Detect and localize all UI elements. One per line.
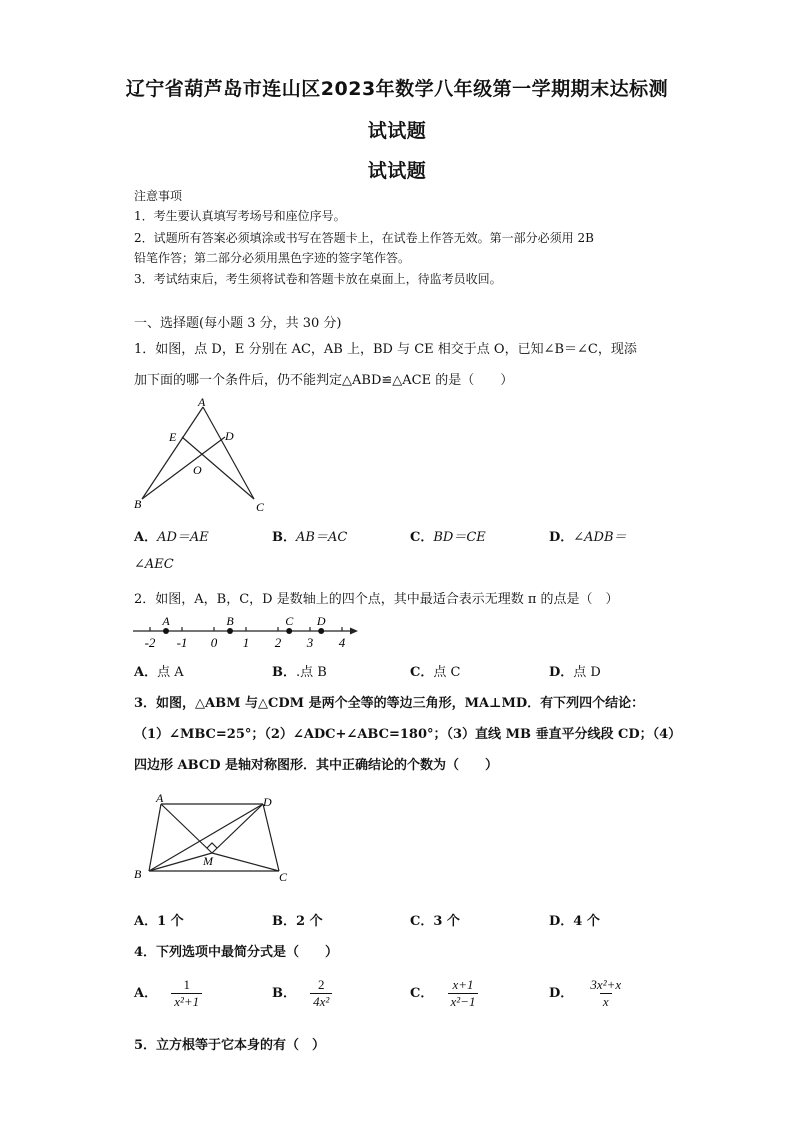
label-d: D [225, 429, 234, 443]
notes-item: 1．考生要认真填写考场号和座位序号。 [134, 209, 346, 223]
q3-option-a[interactable]: A．1 个 [134, 914, 184, 929]
label-c: C [279, 870, 288, 884]
q1-option-c[interactable]: C．BD＝CE [410, 530, 486, 545]
label-c: C [256, 500, 265, 514]
label-b: B [134, 867, 142, 881]
segment-ab [149, 804, 161, 871]
segment-ab [142, 407, 203, 499]
q4-option-d[interactable]: D． $\frac{\text{3x²+x}}{x}$ [549, 977, 622, 1009]
q2-option-c[interactable]: C．点 C [410, 665, 461, 680]
label-e: E [169, 430, 177, 444]
label-b: B [134, 497, 142, 511]
question-5: 5．立方根等于它本身的有（ ） [134, 1038, 326, 1053]
question-3-line2: （1）∠MBC=25°；（2）∠ADC+∠ABC=180°；（3）直线 MB 垂直平分线段 CD；（4） [134, 727, 682, 742]
segment-bd [142, 437, 225, 499]
segment-am [161, 804, 212, 853]
segment-dc [263, 804, 279, 871]
axis-tick-label: 2 [274, 635, 282, 650]
q1-option-a[interactable]: A．AD＝AE [134, 530, 209, 545]
axis-point-label: D [316, 614, 326, 628]
axis-tick-label: 0 [210, 635, 218, 650]
axis-point-label: C [285, 614, 294, 628]
question-2: 2．如图，A，B，C，D 是数轴上的四个点，其中最适合表示无理数 π 的点是（ ） [134, 592, 619, 607]
notes-heading: 注意事项 [134, 189, 183, 203]
question-3-figure [130, 790, 295, 885]
q1-option-d[interactable]: D．∠ADB＝ [549, 530, 627, 545]
label-a: A [156, 791, 164, 805]
segment-ac [203, 407, 254, 499]
axis-point [163, 628, 169, 634]
q3-option-b[interactable]: B．2 个 [272, 914, 323, 929]
segment-cm [212, 853, 279, 871]
axis-tick-label: 3 [306, 635, 314, 650]
q1-option-b[interactable]: B．AB＝AC [272, 530, 348, 545]
label-m: M [203, 854, 213, 868]
label-d: D [263, 795, 272, 809]
question-3-line3: 四边形 ABCD 是轴对称图形．其中正确结论的个数为（ ） [134, 758, 498, 773]
q4-option-a[interactable]: A． $\frac{1}{\text{x²+1}}$ [134, 977, 202, 1010]
q4-option-b[interactable]: B． $\frac{2}{\text{4x²}}$ [272, 977, 332, 1010]
q1-option-d-cont: ∠AEC [134, 557, 174, 572]
axis-tick-label: 4 [338, 635, 346, 650]
axis-point [227, 628, 233, 634]
axis-arrow-icon [350, 628, 358, 635]
question-3-line1: 3．如图，△ABM 与△CDM 是两个全等的等边三角形，MA⊥MD．有下列四个结论： [134, 696, 645, 711]
q2-option-d[interactable]: D．点 D [549, 665, 601, 680]
question-1-line2: 加下面的哪一个条件后，仍不能判定△ABD≌△ACE 的是（ ） [134, 373, 514, 388]
axis-point [318, 628, 324, 634]
q3-option-d[interactable]: D．4 个 [549, 914, 600, 929]
axis-tick-label: -1 [176, 635, 188, 650]
q2-option-b[interactable]: B．.点 B [272, 665, 327, 680]
exam-title: 辽宁省葫芦岛市连山区2023年数学八年级第一学期期末达标测 [125, 78, 669, 100]
notes-item: 铅笔作答；第二部分必须用黑色字迹的签字笔作答。 [134, 251, 411, 265]
exam-subtitle: 试试题 [367, 160, 427, 182]
number-line [130, 612, 365, 652]
right-angle-icon [207, 843, 217, 848]
q2-option-a[interactable]: A．点 A [134, 665, 184, 680]
question-4: 4．下列选项中最简分式是（ ） [134, 945, 339, 960]
axis-point-label: B [226, 614, 234, 628]
label-o: O [193, 463, 202, 477]
question-1-line1: 1．如图，点 D，E 分别在 AC，AB 上，BD 与 CE 相交于点 O，已知∠B＝∠C，现添 [134, 342, 637, 357]
exam-title-line2: 试试题 [367, 120, 427, 142]
notes-item: 2．试题所有答案必须填涂或书写在答题卡上，在试卷上作答无效。第一部分必须用 2B [134, 231, 594, 245]
label-a: A [198, 395, 206, 409]
section-heading: 一、选择题(每小题 3 分，共 30 分) [134, 316, 342, 331]
notes-item: 3．考试结束后，考生须将试卷和答题卡放在桌面上，待监考员收回。 [134, 272, 502, 286]
question-1-figure [130, 395, 270, 520]
axis-point [286, 628, 292, 634]
axis-tick-label: 1 [242, 635, 250, 650]
q4-option-c[interactable]: C． $\frac{x+1}{\text{x²−1}}$ [410, 977, 478, 1010]
axis-tick-label: -2 [144, 635, 156, 650]
segment-dm [212, 804, 263, 853]
axis-point-label: A [162, 614, 170, 628]
q3-option-c[interactable]: C．3 个 [410, 914, 460, 929]
